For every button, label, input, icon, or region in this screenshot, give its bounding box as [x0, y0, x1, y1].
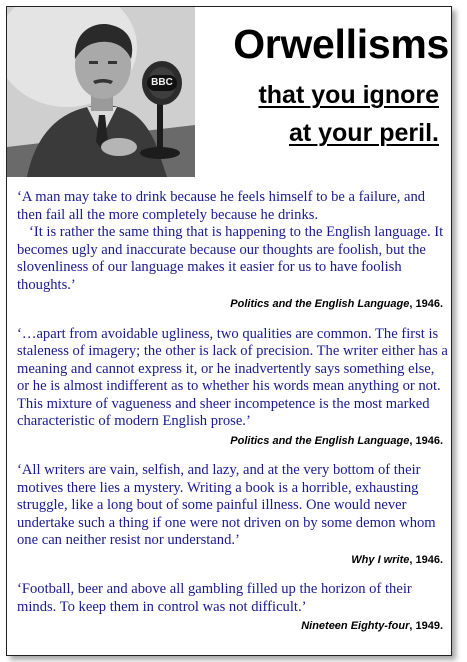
quote-1-year: , 1946. — [409, 298, 443, 310]
quote-3-paragraph-1: ‘All writers are vain, selfish, and lazy, and at the very bottom of their motives there lies a mystery. Writing a book is a horrible, exhausting struggle, like a long bout of some painful illness. One would never undertake such a thing if one were not driven on by some demon whom one can neither resist nor understand.’ — [17, 462, 436, 548]
quote-1-citation — [17, 296, 449, 314]
quote-2 — [17, 326, 449, 451]
author-photo — [7, 7, 195, 177]
quote-2-citation — [17, 433, 449, 451]
poster-subtitle-line-2: at your peril. — [288, 119, 439, 147]
poster-title: Orwellisms — [233, 21, 449, 67]
bbc-badge: BBC — [147, 75, 177, 91]
quotes-list — [17, 189, 449, 636]
quote-4-citation — [17, 618, 449, 636]
quote-1-paragraph-1: ‘A man may take to drink because he feels himself to be a failure, and then fail all the more completely because he drinks. — [17, 189, 426, 223]
quote-3-year: , 1946. — [409, 553, 443, 566]
quote-4 — [17, 581, 449, 636]
quote-2-paragraph-1: ‘…apart from avoidable ugliness, two qualities are common. The first is staleness of imagery; the other is lack of precision. The writer either has a meaning and cannot express it, or he inadvertently says something else, or he is almost indifferent as to whether his words mean anything or not. This mixture of vagueness and sheer incompetence is the most marked characteristic of modern English prose.’ — [17, 325, 448, 429]
quote-3-citation — [17, 552, 449, 570]
quote-2-source: Politics and the English Language — [230, 434, 410, 447]
quote-1-source: Politics and the English Language — [230, 298, 410, 310]
quote-4-paragraph-1: ‘Football, beer and above all gambling filled up the horizon of their minds. To keep them in control was not difficult.’ — [17, 581, 412, 615]
quote-1 — [17, 189, 449, 314]
poster-page — [6, 6, 452, 656]
portrait-illustration — [7, 7, 195, 177]
quote-2-year: , 1946. — [409, 434, 443, 447]
quote-1-paragraph-2: ‘It is rather the same thing that is happening to the English language. It becomes ugly and inaccurate because our thoughts are foolish, but the slovenliness of our language makes it easier for us to have foolish thoughts.’ — [17, 224, 444, 293]
quote-4-year: , 1949. — [409, 620, 443, 632]
quote-3 — [17, 462, 449, 569]
quote-4-source: Nineteen Eighty-four — [301, 620, 410, 632]
poster-subtitle-line-1: that you ignore — [258, 81, 439, 109]
quote-3-source: Why I write — [351, 553, 410, 566]
